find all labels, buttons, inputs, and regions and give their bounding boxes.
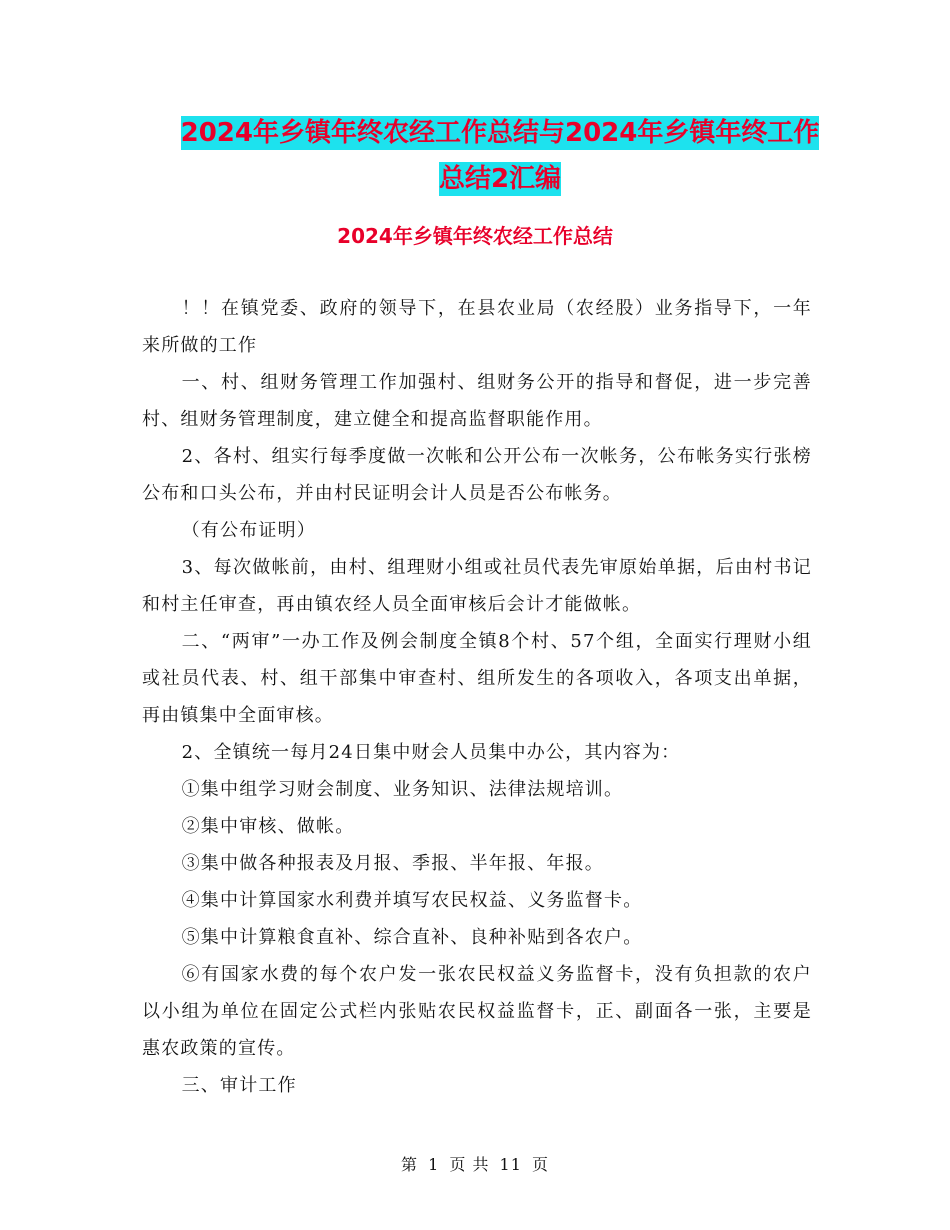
document-title	[140, 110, 860, 202]
document-title-line1: 2024年乡镇年终农经工作总结与2024年乡镇年终工作	[180, 118, 820, 148]
paragraph: 三、审计工作	[181, 1075, 297, 1096]
section-heading: 2024年乡镇年终农经工作总结	[337, 224, 613, 248]
footer-page-number: 1	[428, 1155, 440, 1174]
list-item: ⑤集中计算粮食直补、综合直补、良种补贴到各农户。	[181, 927, 643, 948]
document-title-line2: 总结2汇编	[438, 164, 562, 194]
page-footer	[0, 1152, 950, 1175]
paragraph: 一、村、组财务管理工作加强村、组财务公开的指导和督促，进一步完善村、组财务管理制度，建立健全和提高监督职能作用。	[142, 372, 812, 430]
footer-total-pages: 11	[499, 1155, 522, 1174]
list-item: ④集中计算国家水利费并填写农民权益、义务监督卡。	[181, 890, 643, 911]
list-item: ①集中组学习财会制度、业务知识、法律法规培训。	[181, 779, 624, 800]
paragraph: 3、每次做帐前，由村、组理财小组或社员代表先审原始单据，后由村书记和村主任审查，再由镇农经人员全面审核后会计才能做帐。	[142, 557, 812, 615]
paragraph: 2、各村、组实行每季度做一次帐和公开公布一次帐务，公布帐务实行张榜公布和口头公布，并由村民证明会计人员是否公布帐务。	[142, 446, 812, 504]
document-body	[142, 290, 812, 1104]
footer-prefix: 第	[400, 1155, 418, 1174]
paragraph: ！！在镇党委、政府的领导下，在县农业局（农经股）业务指导下，一年来所做的工作	[142, 298, 812, 356]
paragraph: 二、“两审”一办工作及例会制度全镇8个村、57个组，全面实行理财小组或社员代表、村、组干部集中审查村、组所发生的各项收入，各项支出单据，再由镇集中全面审核。	[142, 631, 812, 726]
list-item: ②集中审核、做帐。	[181, 816, 355, 837]
list-item: ⑥有国家水费的每个农户发一张农民权益义务监督卡，没有负担款的农户以小组为单位在固定公式栏内张贴农民权益监督卡，正、副面各一张，主要是惠农政策的宣传。	[142, 964, 812, 1059]
list-item: ③集中做各种报表及月报、季报、半年报、年报。	[181, 853, 604, 874]
footer-middle: 页 共	[449, 1155, 490, 1174]
footer-suffix: 页	[532, 1155, 550, 1174]
paragraph: （有公布证明）	[181, 520, 316, 541]
paragraph: 2、全镇统一每月24日集中财会人员集中办公，其内容为：	[181, 742, 681, 763]
